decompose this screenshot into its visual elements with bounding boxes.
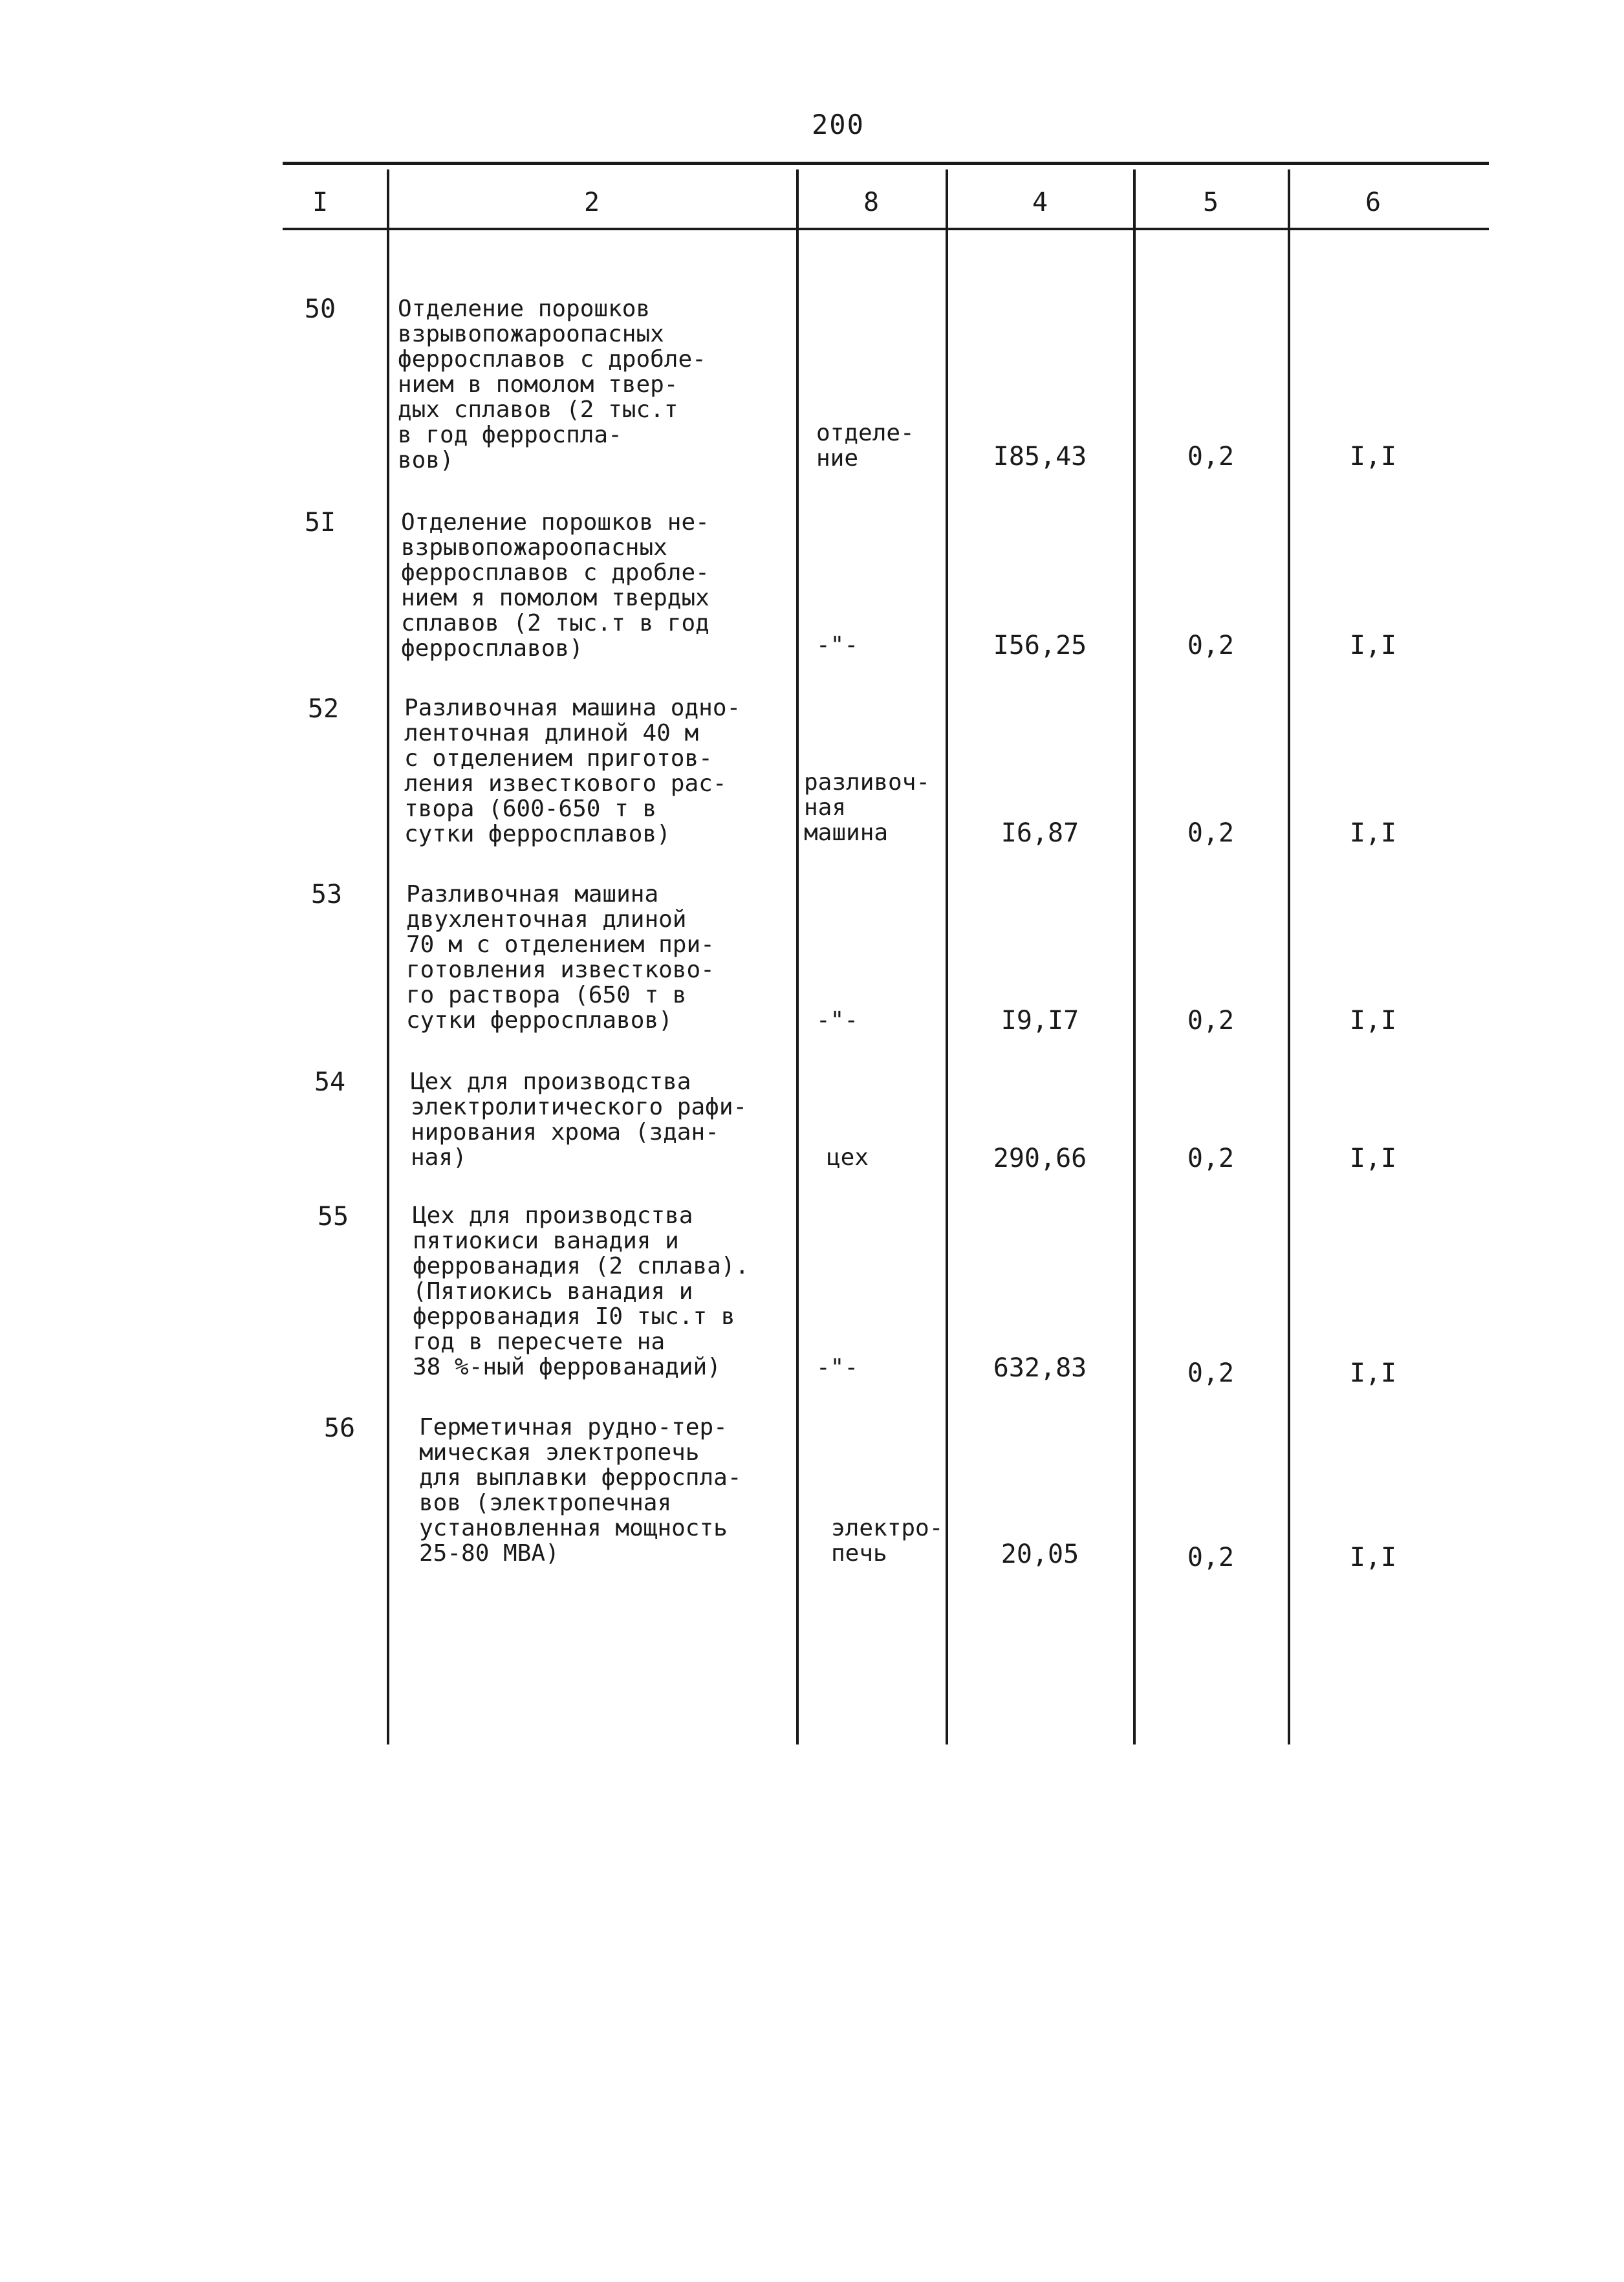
- row-description: Цех для производства пятиокиси ванадия и феррованадия (2 сплава). (Пятиокись ванадия и феррованадия I0 тыс.т в год в пересчете на 38 %-ный феррованадий): [413, 1202, 750, 1380]
- row-value-col5: 0,2: [1187, 1144, 1235, 1173]
- row-value-col6: I,I: [1349, 1006, 1397, 1036]
- row-number: 50: [304, 294, 336, 324]
- page-number: 200: [812, 109, 865, 140]
- row-value-col6: I,I: [1349, 1358, 1397, 1388]
- row-number: 52: [307, 694, 340, 724]
- table-header-rule: [283, 228, 1489, 230]
- column-divider: [1288, 169, 1290, 1744]
- table-top-rule: [283, 162, 1489, 165]
- row-value-col4: I6,87: [1001, 818, 1079, 848]
- row-unit: отделе- ние: [816, 420, 915, 472]
- row-unit: -"-: [816, 1007, 859, 1034]
- header-col-3: 8: [863, 188, 880, 217]
- header-col-1: I: [312, 188, 329, 217]
- row-unit: электро- печь: [831, 1515, 944, 1567]
- row-value-col6: I,I: [1349, 442, 1397, 472]
- row-value-col5: 0,2: [1187, 631, 1235, 660]
- row-unit: разливоч- ная машина: [804, 769, 931, 846]
- row-unit: -"-: [816, 1354, 859, 1381]
- row-value-col5: 0,2: [1187, 442, 1235, 472]
- header-col-4: 4: [1032, 188, 1048, 217]
- row-number: 53: [310, 880, 343, 909]
- row-number: 54: [314, 1067, 346, 1097]
- column-divider: [387, 169, 389, 1744]
- header-col-5: 5: [1202, 188, 1219, 217]
- column-divider: [1133, 169, 1136, 1744]
- row-unit: -"-: [816, 632, 859, 658]
- row-value-col4: I9,I7: [1001, 1006, 1079, 1036]
- header-col-6: 6: [1365, 188, 1381, 217]
- column-divider: [796, 169, 799, 1744]
- row-value-col4: I56,25: [993, 631, 1087, 660]
- row-description: Отделение порошков взрывопожароопасных ферросплавов с дробле- нием в помолом твер- дых сплавов (2 тыс.т в год ферроспла- вов): [398, 296, 706, 473]
- row-number: 55: [317, 1202, 349, 1232]
- row-value-col6: I,I: [1349, 818, 1397, 848]
- row-description: Цех для производства электролитического рафи- нирования хрома (здан- ная): [411, 1069, 748, 1171]
- row-value-col5: 0,2: [1187, 1006, 1235, 1036]
- row-value-col4: 290,66: [993, 1144, 1087, 1173]
- row-description: Отделение порошков не- взрывопожароопасных ферросплавов с дробле- нием я помолом твердых сплавов (2 тыс.т в год ферросплавов): [401, 509, 709, 662]
- row-description: Разливочная машина двухленточная длиной 70 м с отделением при- готовления известково- го раствора (650 т в сутки ферросплавов): [406, 881, 715, 1034]
- row-value-col4: 20,05: [1001, 1539, 1079, 1569]
- row-value-col4: I85,43: [993, 442, 1087, 472]
- row-value-col4: 632,83: [993, 1353, 1087, 1383]
- row-value-col5: 0,2: [1187, 1358, 1235, 1388]
- row-value-col6: I,I: [1349, 1543, 1397, 1572]
- row-value-col5: 0,2: [1187, 1543, 1235, 1572]
- row-description: Разливочная машина одно- ленточная длиной 40 м с отделением приготов- ления известкового рас- твора (600-650 т в сутки ферросплавов): [404, 695, 741, 847]
- row-value-col5: 0,2: [1187, 818, 1235, 848]
- column-divider: [946, 169, 948, 1744]
- row-value-col6: I,I: [1349, 1144, 1397, 1173]
- row-unit: цех: [827, 1144, 869, 1171]
- row-number: 56: [323, 1413, 356, 1443]
- row-number: 5I: [304, 508, 336, 538]
- row-value-col6: I,I: [1349, 631, 1397, 660]
- header-col-2: 2: [583, 188, 600, 217]
- row-description: Герметичная рудно-тер- мическая электропечь для выплавки ферроспла- вов (электропечная установленная мощность 25-80 МВА): [419, 1414, 742, 1567]
